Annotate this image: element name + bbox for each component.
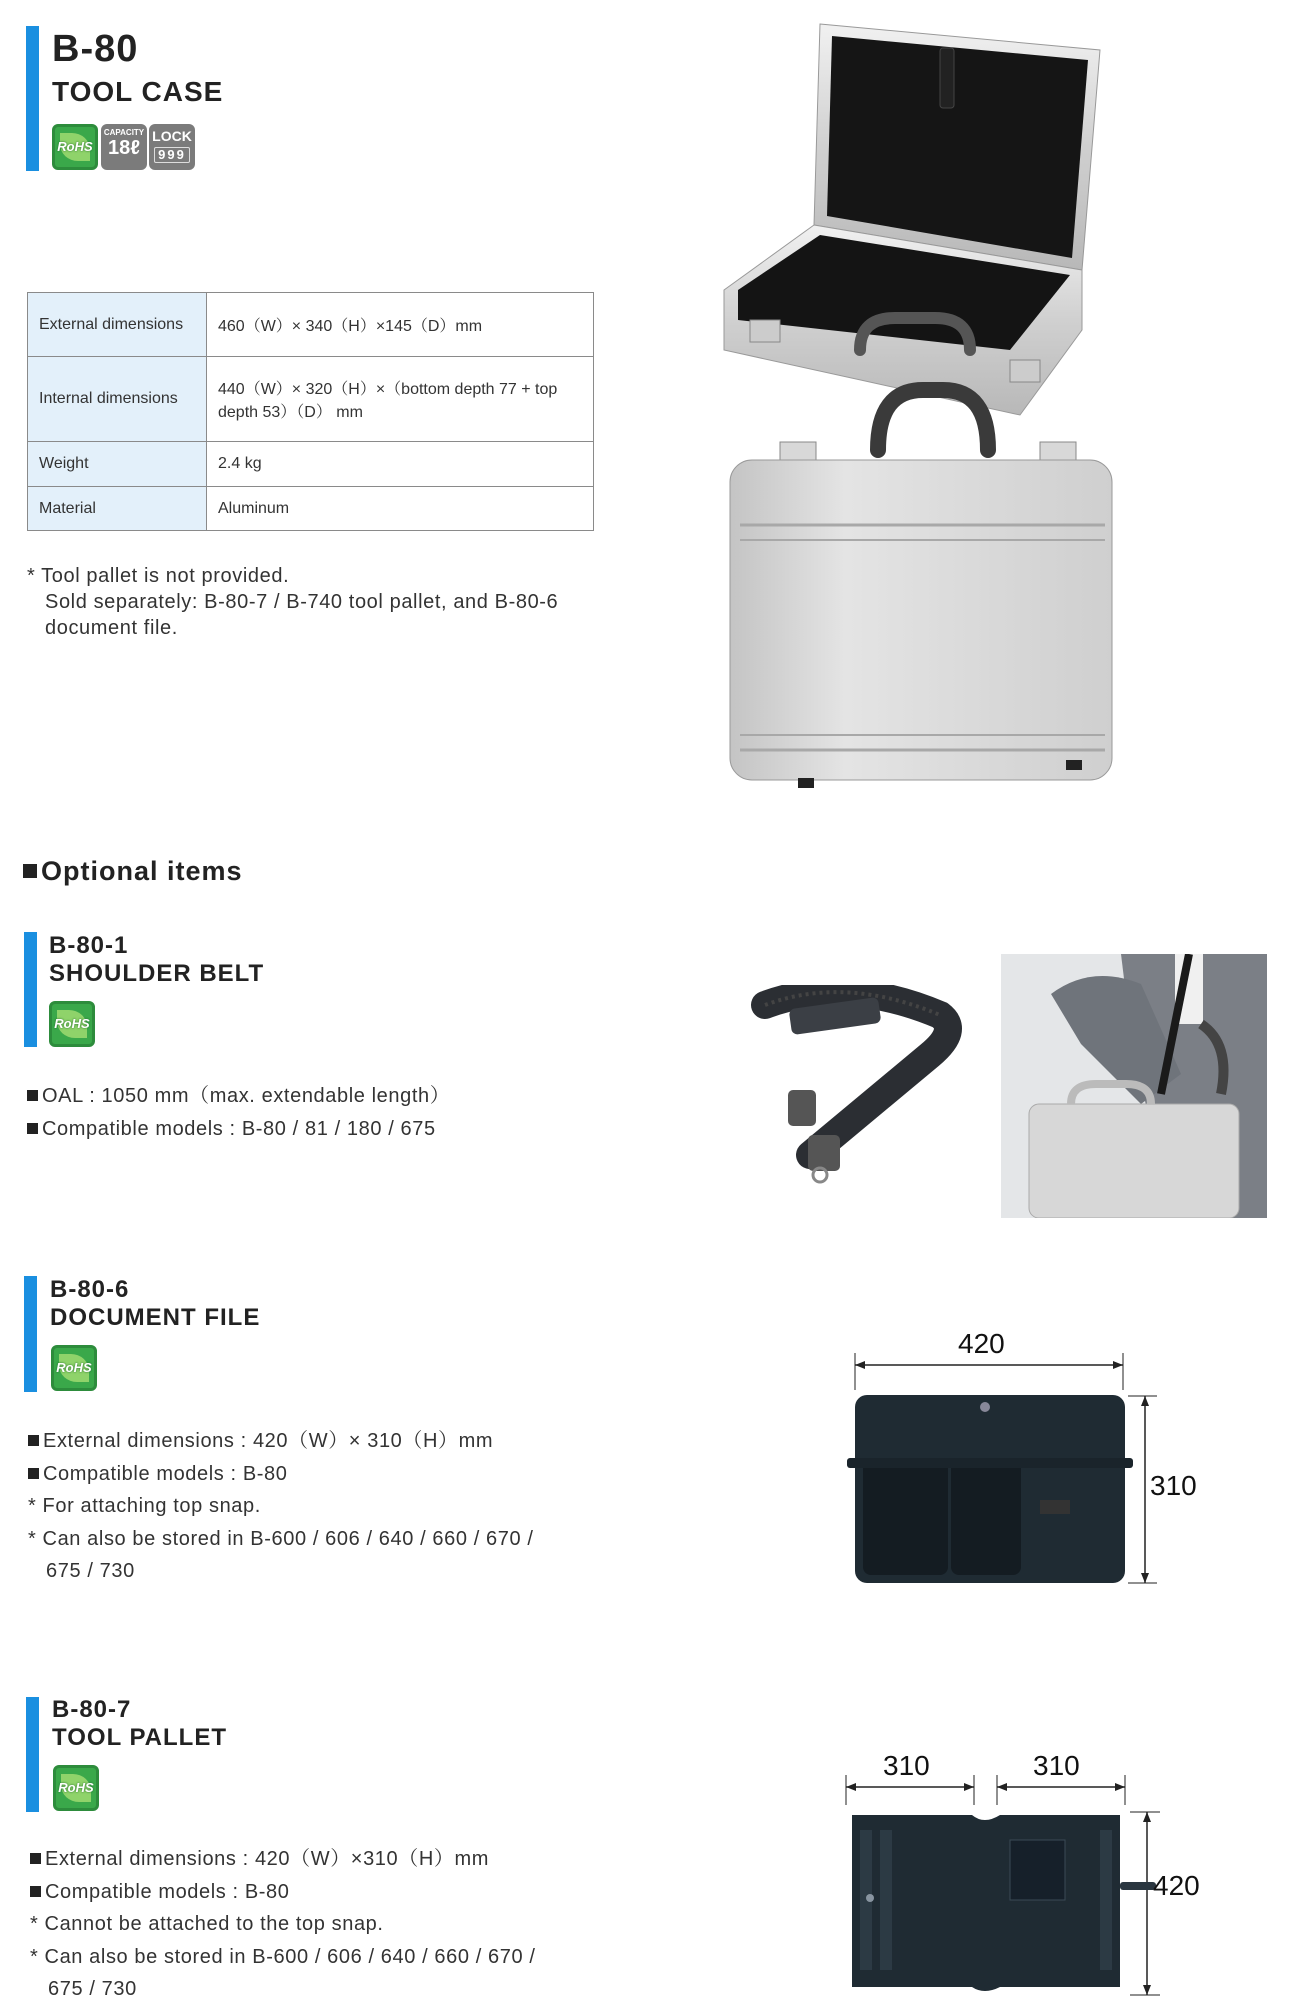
left-width-dimension-label: 310 — [883, 1750, 930, 1781]
list-item: 675 / 730 — [48, 1978, 137, 2000]
width-dimension-label: 420 — [958, 1328, 1005, 1359]
item-name: TOOL PALLET — [52, 1724, 228, 1751]
shoulder-belt-worn-photo — [1001, 954, 1267, 1218]
spec-row — [28, 357, 594, 442]
height-dimension-label: 420 — [1153, 1870, 1200, 1901]
document-file-image — [845, 1350, 1165, 1600]
list-item: * For attaching top snap. — [28, 1495, 261, 1517]
product-code: B-80 — [52, 28, 139, 70]
list-item: OAL : 1050 mm（max. extendable length） — [27, 1080, 450, 1113]
main-note: * Tool pallet is not provided. Sold separately: B-80-7 / B-740 tool pallet, and B-80-6 document file. — [27, 565, 559, 639]
spec-label: External dimensions — [28, 293, 207, 357]
list-item: * Cannot be attached to the top snap. — [30, 1913, 384, 1935]
list-item: External dimensions : 420（W）×310（H）mm — [30, 1843, 536, 1876]
list-item: Compatible models : B-80 — [28, 1458, 534, 1491]
spec-row — [28, 442, 594, 487]
tool-case-image — [710, 20, 1130, 840]
spec-label: Internal dimensions — [28, 357, 207, 442]
item-name: DOCUMENT FILE — [50, 1304, 261, 1331]
spec-label: Material — [28, 487, 207, 531]
capacity-badge: CAPACITY 18ℓ — [101, 124, 147, 170]
shoulder-belt-image — [750, 985, 970, 1185]
item-specs — [27, 1080, 450, 1145]
list-item: 675 / 730 — [46, 1560, 135, 1582]
list-item: Compatible models : B-80 — [30, 1876, 536, 1909]
rohs-badge: RoHS — [49, 1001, 95, 1047]
item-name: SHOULDER BELT — [49, 960, 265, 987]
spec-label: Weight — [28, 442, 207, 487]
item-code: B-80-6 — [50, 1276, 130, 1303]
list-item: Compatible models : B-80 / 81 / 180 / 675 — [27, 1113, 450, 1146]
list-item: * Can also be stored in B-600 / 606 / 640 / 660 / 670 / — [28, 1527, 534, 1550]
tool-pallet-image — [840, 1770, 1170, 2010]
spec-value: Aluminum — [207, 487, 594, 531]
spec-value: 460（W）× 340（H）×145（D）mm — [207, 293, 594, 357]
item-accent-bar — [24, 932, 37, 1047]
item-code: B-80-1 — [49, 932, 129, 959]
spec-value: 2.4 kg — [207, 442, 594, 487]
lock-badge: LOCK 999 — [149, 124, 195, 170]
item-specs — [28, 1425, 534, 1588]
list-item: * Can also be stored in B-600 / 606 / 640 / 660 / 670 / — [30, 1945, 536, 1968]
product-name: TOOL CASE — [52, 76, 224, 107]
list-item: External dimensions : 420（W）× 310（H）mm — [28, 1425, 534, 1458]
item-code: B-80-7 — [52, 1696, 132, 1723]
right-width-dimension-label: 310 — [1033, 1750, 1080, 1781]
item-accent-bar — [26, 1697, 39, 1812]
item-specs — [30, 1843, 536, 2006]
optional-items-heading: Optional items — [23, 856, 243, 887]
title-accent-bar — [26, 26, 39, 171]
spec-table — [27, 292, 594, 531]
height-dimension-label: 310 — [1150, 1470, 1197, 1501]
item-accent-bar — [24, 1276, 37, 1392]
spec-row — [28, 293, 594, 357]
rohs-badge: RoHS — [52, 124, 98, 170]
spec-value: 440（W）× 320（H）×（bottom depth 77 + top depth 53）（D） mm — [207, 357, 594, 442]
rohs-badge: RoHS — [51, 1345, 97, 1391]
spec-row — [28, 487, 594, 531]
rohs-badge: RoHS — [53, 1765, 99, 1811]
